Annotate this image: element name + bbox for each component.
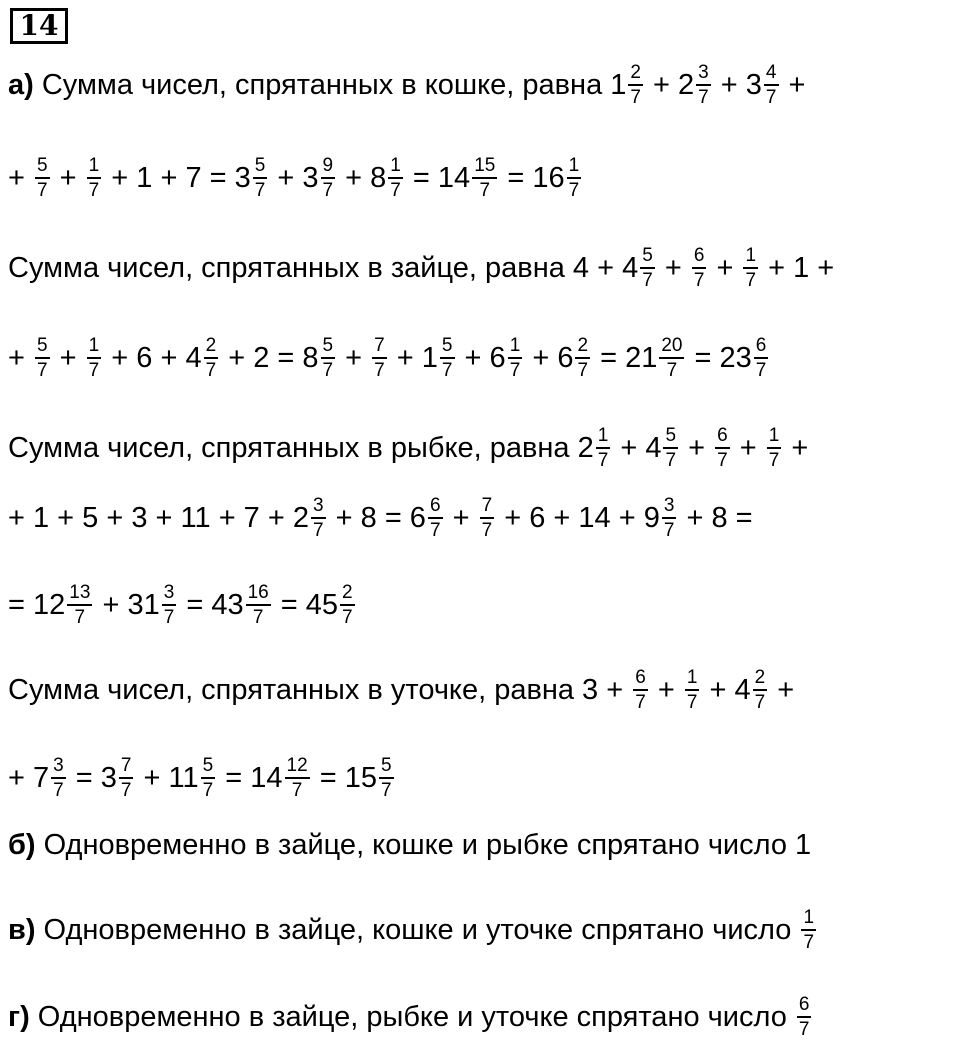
fraction-numerator: 1	[803, 907, 815, 928]
text-segment: + 2	[644, 69, 695, 102]
fraction-denominator: 7	[441, 359, 453, 381]
fraction-bar	[801, 929, 816, 931]
text-segment: Одновременно в зайце, рыбке и уточке спрятано число	[29, 1001, 795, 1034]
fraction-bar	[767, 447, 782, 449]
fraction-denominator: 7	[37, 359, 48, 381]
fraction-numerator: 16	[247, 582, 269, 603]
fraction-numerator: 7	[374, 335, 385, 356]
fraction	[754, 336, 769, 381]
text-segment: + 1 +	[760, 252, 835, 285]
fraction	[51, 756, 66, 801]
fraction-denominator: 7	[798, 1018, 810, 1040]
text-segment: + 8 = 6	[327, 502, 426, 535]
fraction	[285, 756, 310, 801]
text-segment: +	[51, 162, 85, 195]
text-segment: = 45	[272, 589, 339, 622]
line-hare-2	[8, 336, 770, 381]
fraction	[663, 426, 678, 471]
fraction-bar	[596, 447, 611, 449]
text-segment: + 8	[337, 162, 387, 195]
fraction-denominator: 7	[642, 269, 653, 291]
fraction-numerator: 6	[755, 335, 767, 356]
fraction	[633, 668, 648, 713]
fraction-numerator: 6	[798, 994, 810, 1015]
fraction-bar	[692, 267, 707, 269]
fraction-bar	[204, 357, 219, 359]
fraction-denominator: 7	[481, 519, 493, 541]
fraction-numerator: 1	[509, 335, 521, 356]
fraction-denominator: 7	[663, 519, 675, 541]
fraction-denominator: 7	[120, 779, 132, 801]
fraction-denominator: 7	[74, 606, 86, 628]
text-segment: + 31	[94, 589, 160, 622]
text-segment: = 43	[178, 589, 244, 622]
fraction-bar	[51, 777, 66, 779]
fraction-bar	[285, 777, 310, 779]
fraction-numerator: 6	[717, 425, 728, 446]
fraction-bar	[253, 177, 268, 179]
line-hare-1	[8, 246, 834, 291]
fraction-numerator: 1	[768, 425, 780, 446]
fraction-numerator: 5	[665, 425, 677, 446]
fraction-denominator: 7	[765, 86, 777, 108]
fraction	[379, 756, 394, 801]
fraction-numerator: 1	[597, 425, 609, 446]
fraction-numerator: 5	[254, 155, 266, 176]
fraction-bar	[119, 777, 134, 779]
text-segment: + 6	[456, 342, 506, 375]
fraction-numerator: 1	[568, 155, 580, 176]
text-segment: + 1 + 5 + 3 + 11 + 7 + 2	[8, 502, 309, 535]
fraction-bar	[743, 267, 758, 269]
fraction-denominator: 7	[254, 179, 266, 201]
fraction-denominator: 7	[390, 179, 401, 201]
fraction-denominator: 7	[745, 269, 757, 291]
fraction	[201, 756, 216, 801]
fraction-bar	[321, 357, 336, 359]
fraction-bar	[35, 177, 50, 179]
fraction-bar	[764, 84, 779, 86]
fraction	[472, 156, 497, 201]
fraction	[67, 583, 92, 628]
fraction-numerator: 3	[53, 755, 64, 776]
fraction-denominator: 7	[630, 86, 641, 108]
fraction-denominator: 7	[568, 179, 580, 201]
fraction-bar	[696, 84, 711, 86]
fraction-denominator: 7	[88, 179, 100, 201]
fraction	[372, 336, 387, 381]
fraction-denominator: 7	[429, 519, 441, 541]
fraction-bar	[663, 447, 678, 449]
text-segment: + 1 + 7 = 3	[103, 162, 251, 195]
fraction-numerator: 2	[630, 62, 641, 83]
fraction-bar	[472, 177, 497, 179]
fraction	[692, 246, 707, 291]
fraction-numerator: 2	[205, 335, 217, 356]
fraction-bar	[715, 447, 730, 449]
task-number: 14	[10, 8, 68, 44]
fraction-denominator: 7	[479, 179, 491, 201]
fraction-numerator: 3	[163, 582, 175, 603]
fraction-denominator: 7	[322, 179, 334, 201]
fraction-numerator: 5	[380, 755, 392, 776]
fraction-numerator: 2	[754, 667, 766, 688]
fraction-denominator: 7	[37, 179, 48, 201]
fraction	[743, 246, 758, 291]
item-label: г)	[8, 1001, 30, 1034]
fraction	[119, 756, 134, 801]
text-segment: = 23	[686, 342, 752, 375]
fraction-bar	[640, 267, 655, 269]
text-segment: Одновременно в зайце, кошке и уточке спрятано число	[35, 914, 800, 947]
fraction-denominator: 7	[755, 359, 767, 381]
fraction-numerator: 5	[202, 755, 214, 776]
fraction-numerator: 3	[698, 62, 709, 83]
fraction	[321, 156, 336, 201]
fraction-denominator: 7	[768, 449, 780, 471]
text-segment: + 6	[524, 342, 574, 375]
fraction	[640, 246, 655, 291]
line-fish-1	[8, 426, 808, 471]
text-segment: + 11	[135, 762, 199, 795]
item-label: б)	[8, 829, 36, 861]
fraction-bar	[659, 357, 684, 359]
fraction-denominator: 7	[374, 359, 385, 381]
text-segment: +	[444, 502, 478, 535]
fraction-numerator: 5	[322, 335, 334, 356]
text-segment: +	[649, 674, 683, 707]
text-segment: + 6 + 14 + 9	[496, 502, 660, 535]
line-fish-3	[8, 583, 357, 628]
fraction	[567, 156, 582, 201]
fraction-bar	[246, 604, 271, 606]
fraction-numerator: 1	[88, 335, 100, 356]
text-segment: Сумма чисел, спрятанных в уточке, равна 3 +	[8, 674, 632, 707]
fraction-bar	[67, 604, 92, 606]
text-segment: = 14	[217, 762, 283, 795]
fraction-bar	[797, 1016, 812, 1018]
fraction	[246, 583, 271, 628]
fraction-denominator: 7	[380, 779, 392, 801]
fraction	[767, 426, 782, 471]
fraction-numerator: 15	[474, 155, 496, 176]
text-segment: +	[708, 252, 742, 285]
fraction-numerator: 7	[481, 495, 493, 516]
text-segment: Сумма чисел, спрятанных в рыбке, равна 2	[8, 432, 594, 465]
fraction-denominator: 7	[698, 86, 709, 108]
text-segment: + 3	[712, 69, 762, 102]
fraction-bar	[567, 177, 582, 179]
fraction-denominator: 7	[717, 449, 728, 471]
fraction-bar	[87, 177, 102, 179]
text-segment: = 14	[404, 162, 471, 195]
fraction-numerator: 5	[441, 335, 453, 356]
fraction-denominator: 7	[509, 359, 521, 381]
fraction	[764, 63, 779, 108]
fraction	[596, 426, 611, 471]
fraction-denominator: 7	[202, 779, 214, 801]
fraction	[696, 63, 711, 108]
fraction-bar	[340, 604, 355, 606]
fraction-numerator: 1	[686, 667, 698, 688]
fraction-numerator: 1	[88, 155, 100, 176]
item-label: а)	[8, 69, 34, 102]
fraction-bar	[480, 517, 495, 519]
fraction-bar	[162, 604, 177, 606]
text-segment: = 3	[67, 762, 117, 795]
fraction-denominator: 7	[665, 449, 677, 471]
text-segment: + 3	[269, 162, 319, 195]
fraction-denominator: 7	[686, 691, 698, 713]
fraction	[340, 583, 355, 628]
fraction	[87, 336, 102, 381]
text-segment: + 4	[612, 432, 662, 465]
fraction	[715, 426, 730, 471]
fraction-numerator: 5	[37, 155, 48, 176]
line-g	[8, 995, 813, 1040]
fraction-numerator: 5	[642, 245, 653, 266]
fraction	[440, 336, 455, 381]
fraction	[628, 63, 643, 108]
text-segment: +	[8, 342, 33, 375]
line-fish-2	[8, 496, 753, 541]
fraction-numerator: 20	[661, 335, 683, 356]
fraction	[508, 336, 523, 381]
fraction	[35, 156, 50, 201]
fraction-bar	[662, 517, 677, 519]
fraction-numerator: 13	[69, 582, 91, 603]
fraction-denominator: 7	[754, 691, 766, 713]
fraction-numerator: 1	[390, 155, 401, 176]
line-duck-2	[8, 756, 396, 801]
fraction-numerator: 6	[429, 495, 441, 516]
text-segment: +	[51, 342, 85, 375]
fraction-bar	[633, 689, 648, 691]
fraction	[321, 336, 336, 381]
fraction	[575, 336, 590, 381]
text-segment: +	[656, 252, 690, 285]
fraction-numerator: 2	[342, 582, 353, 603]
text-segment: + 2 = 8	[220, 342, 319, 375]
fraction	[753, 668, 768, 713]
fraction-denominator: 7	[577, 359, 589, 381]
fraction-denominator: 7	[205, 359, 217, 381]
fraction-bar	[372, 357, 387, 359]
fraction-bar	[685, 689, 700, 691]
line-duck-1	[8, 668, 794, 713]
line-a-2	[8, 156, 583, 201]
fraction-numerator: 9	[322, 155, 334, 176]
fraction-numerator: 3	[313, 495, 324, 516]
fraction-denominator: 7	[88, 359, 100, 381]
text-segment: + 6 + 4	[103, 342, 202, 375]
fraction-bar	[311, 517, 326, 519]
line-b	[8, 828, 811, 862]
fraction-denominator: 7	[53, 779, 64, 801]
fraction-numerator: 3	[663, 495, 675, 516]
fraction-bar	[575, 357, 590, 359]
fraction	[685, 668, 700, 713]
fraction-bar	[440, 357, 455, 359]
text-segment: + 4	[701, 674, 751, 707]
line-v	[8, 908, 818, 953]
text-segment: = 21	[592, 342, 658, 375]
fraction	[204, 336, 219, 381]
item-label: в)	[8, 914, 36, 947]
fraction	[253, 156, 268, 201]
fraction-bar	[379, 777, 394, 779]
line-a-1	[8, 63, 806, 108]
fraction	[659, 336, 684, 381]
fraction-bar	[321, 177, 336, 179]
fraction	[797, 995, 812, 1040]
fraction	[428, 496, 443, 541]
text-segment: = 12	[8, 589, 66, 622]
text-segment: +	[783, 432, 809, 465]
fraction	[801, 908, 816, 953]
text-segment: + 1	[388, 342, 438, 375]
fraction-bar	[754, 357, 769, 359]
fraction-numerator: 6	[693, 245, 705, 266]
fraction-bar	[628, 84, 643, 86]
text-segment: Сумма чисел, спрятанных в кошке, равна 1	[33, 69, 627, 102]
fraction-bar	[428, 517, 443, 519]
fraction	[162, 583, 177, 628]
fraction-bar	[35, 357, 50, 359]
text-segment: = 16	[499, 162, 565, 195]
fraction-bar	[201, 777, 216, 779]
fraction	[87, 156, 102, 201]
fraction-denominator: 7	[342, 606, 353, 628]
text-segment: = 15	[311, 762, 377, 795]
text-segment: +	[8, 162, 33, 195]
fraction-denominator: 7	[803, 931, 815, 953]
fraction-denominator: 7	[597, 449, 609, 471]
fraction-denominator: 7	[163, 606, 175, 628]
fraction	[388, 156, 403, 201]
text-segment: + 7	[8, 762, 50, 795]
fraction-numerator: 12	[286, 755, 308, 776]
text-segment: Сумма чисел, спрятанных в зайце, равна 4 + 4	[8, 252, 639, 285]
fraction-denominator: 7	[252, 606, 264, 628]
fraction-bar	[388, 177, 403, 179]
text-segment: +	[337, 342, 371, 375]
text-segment: +	[680, 432, 714, 465]
text-segment: Одновременно в зайце, кошке и рыбке спрятано число 1	[35, 829, 812, 861]
fraction-numerator: 7	[120, 755, 132, 776]
fraction-denominator: 7	[693, 269, 705, 291]
fraction-denominator: 7	[291, 779, 303, 801]
fraction	[35, 336, 50, 381]
fraction	[480, 496, 495, 541]
fraction-numerator: 2	[577, 335, 589, 356]
fraction-denominator: 7	[322, 359, 334, 381]
fraction-bar	[753, 689, 768, 691]
fraction-numerator: 1	[745, 245, 757, 266]
text-segment: +	[731, 432, 765, 465]
fraction-bar	[508, 357, 523, 359]
fraction-denominator: 7	[666, 359, 678, 381]
fraction	[311, 496, 326, 541]
fraction-numerator: 5	[37, 335, 48, 356]
fraction-denominator: 7	[313, 519, 324, 541]
text-segment: +	[780, 69, 806, 102]
fraction-numerator: 6	[635, 667, 646, 688]
fraction	[662, 496, 677, 541]
text-segment: +	[769, 674, 795, 707]
fraction-denominator: 7	[635, 691, 646, 713]
fraction-numerator: 4	[765, 62, 777, 83]
text-segment: + 8 =	[678, 502, 753, 535]
fraction-bar	[87, 357, 102, 359]
